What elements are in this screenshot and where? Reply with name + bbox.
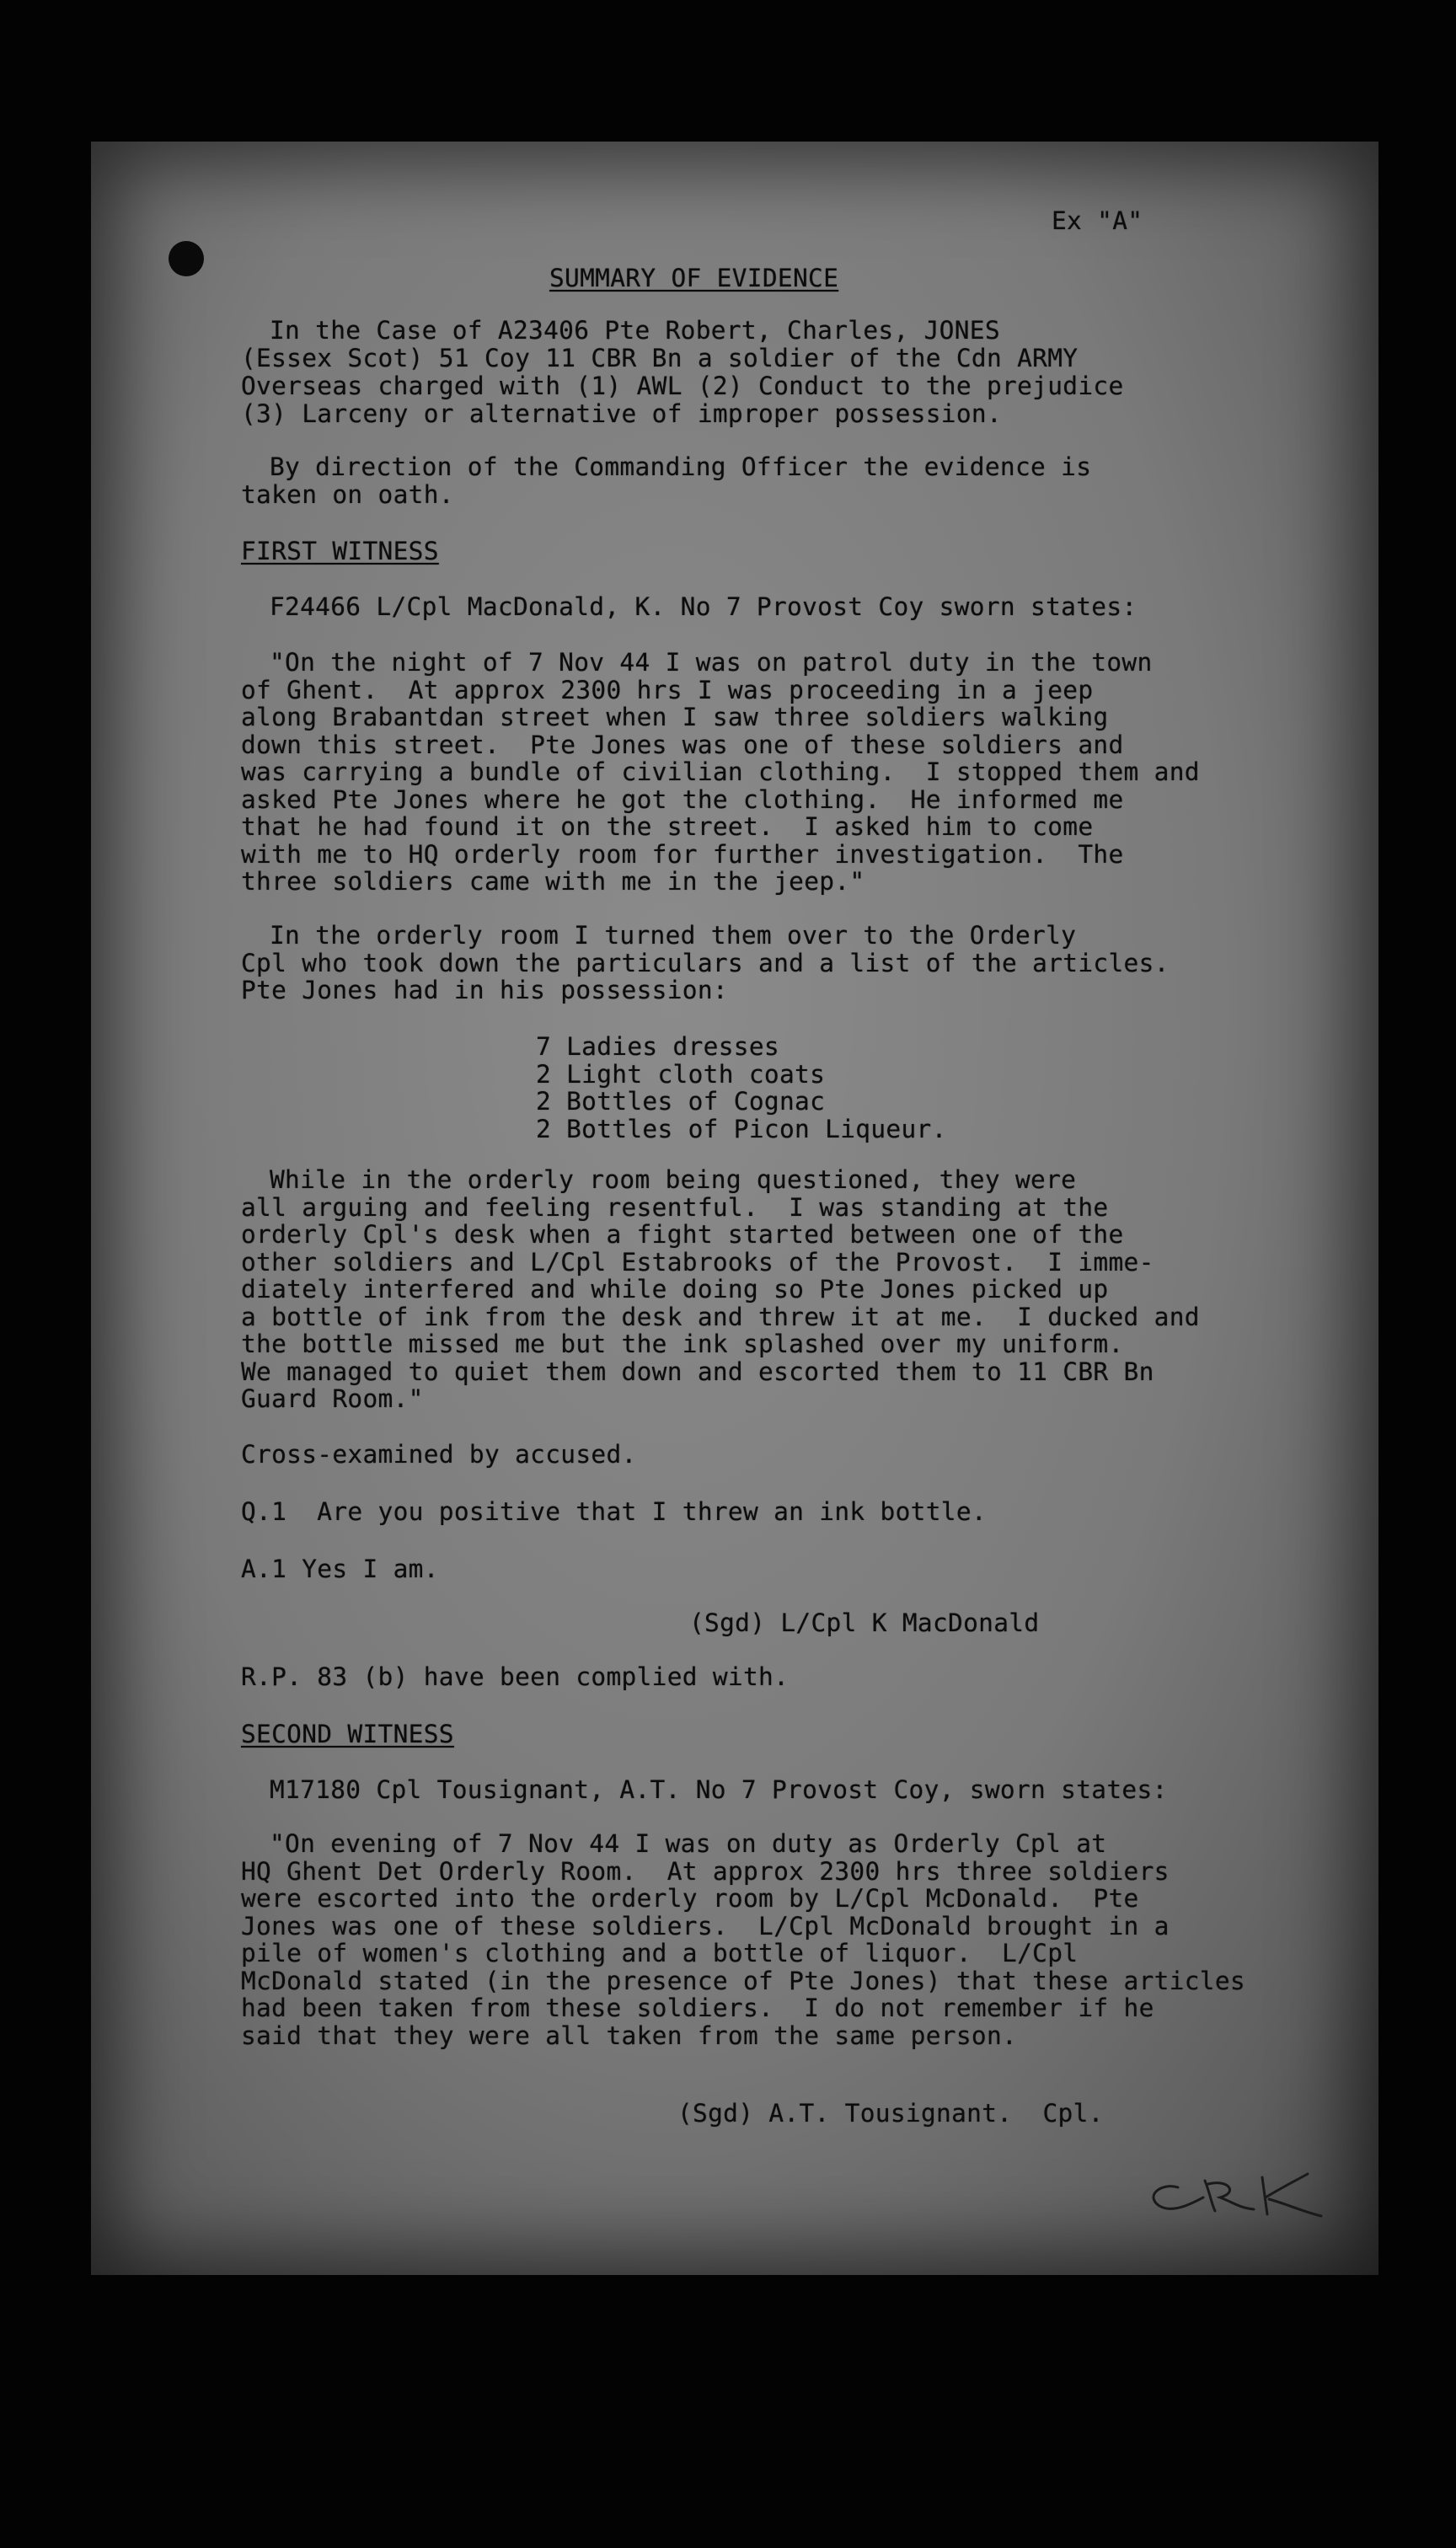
intro-line: In the Case of A23406 Pte Robert, Charles, JONES <box>270 316 1000 345</box>
direction-line: taken on oath. <box>241 480 454 509</box>
incident-line: all arguing and feeling resentful. I was standing at the <box>241 1192 1109 1222</box>
article-item: 2 Bottles of Picon Liqueur. <box>536 1114 947 1143</box>
answer-1: A.1 Yes I am. <box>241 1555 439 1583</box>
incident-line: While in the orderly room being questioned, they were <box>270 1165 1077 1194</box>
question-1: Q.1 Are you positive that I threw an ink bottle. <box>241 1497 987 1526</box>
direction-line: By direction of the Commanding Officer the evidence is <box>270 452 1092 481</box>
statement-line: "On the night of 7 Nov 44 I was on patrol duty in the town <box>270 648 1153 677</box>
orderly-room-line: Pte Jones had in his possession: <box>241 976 728 1004</box>
statement-line: had been taken from these soldiers. I do not remember if he <box>241 1994 1154 2022</box>
first-witness-heading: FIRST WITNESS <box>241 537 439 565</box>
statement-line: asked Pte Jones where he got the clothing. He informed me <box>241 784 1124 814</box>
exhibit-label: Ex "A" <box>1052 206 1143 235</box>
rp-note: R.P. 83 (b) have been complied with. <box>241 1662 790 1691</box>
statement-line: was carrying a bundle of civilian clothing. I stopped them and <box>241 757 1200 786</box>
intro-line: (Essex Scot) 51 Coy 11 CBR Bn a soldier of the Cdn ARMY <box>241 344 1079 372</box>
incident-line: other soldiers and L/Cpl Estabrooks of the Provost. I imme- <box>241 1247 1154 1277</box>
orderly-room-line: Cpl who took down the particulars and a list of the articles. <box>241 948 1170 977</box>
intro-line: (3) Larceny or alternative of improper possession. <box>241 399 1003 428</box>
document-page <box>91 142 1378 2275</box>
handwritten-initials <box>1127 2155 1363 2231</box>
statement-line: HQ Ghent Det Orderly Room. At approx 2300 hrs three soldiers <box>241 1856 1170 1886</box>
statement-line: Jones was one of these soldiers. L/Cpl McDonald brought in a <box>241 1911 1170 1940</box>
second-witness-heading: SECOND WITNESS <box>241 1720 454 1748</box>
punch-hole <box>169 241 204 276</box>
first-witness-signature-line: (Sgd) L/Cpl K MacDonald <box>689 1609 1040 1637</box>
incident-line: a bottle of ink from the desk and threw it at me. I ducked and <box>241 1302 1200 1331</box>
incident-line: diately interfered and while doing so Pte Jones picked up <box>241 1275 1109 1303</box>
first-witness-intro: F24466 L/Cpl MacDonald, K. No 7 Provost Coy sworn states: <box>270 592 1138 621</box>
statement-line: were escorted into the orderly room by L/Cpl McDonald. Pte <box>241 1884 1139 1913</box>
statement-line: that he had found it on the street. I asked him to come <box>241 812 1094 841</box>
statement-line: three soldiers came with me in the jeep." <box>241 867 865 896</box>
statement-line: of Ghent. At approx 2300 hrs I was proceeding in a jeep <box>241 675 1094 704</box>
second-witness-intro: M17180 Cpl Tousignant, A.T. No 7 Provost Coy, sworn states: <box>270 1775 1168 1804</box>
statement-line: McDonald stated (in the presence of Pte Jones) that these articles <box>241 1966 1245 1995</box>
document-title: SUMMARY OF EVIDENCE <box>549 264 839 292</box>
incident-line: Guard Room." <box>241 1384 424 1413</box>
intro-line: Overseas charged with (1) AWL (2) Conduct to the prejudice <box>241 372 1124 400</box>
incident-line: orderly Cpl's desk when a fight started between one of the <box>241 1220 1124 1249</box>
orderly-room-line: In the orderly room I turned them over to the Orderly <box>270 921 1077 950</box>
second-witness-signature-line: (Sgd) A.T. Tousignant. Cpl. <box>677 2099 1104 2128</box>
article-item: 2 Light cloth coats <box>536 1059 826 1089</box>
cross-examined-line: Cross-examined by accused. <box>241 1440 637 1469</box>
statement-line: said that they were all taken from the same person. <box>241 2021 1018 2050</box>
statement-line: with me to HQ orderly room for further investigation. The <box>241 839 1124 869</box>
statement-line: down this street. Pte Jones was one of these soldiers and <box>241 730 1124 759</box>
statement-line: along Brabantdan street when I saw three soldiers walking <box>241 703 1109 731</box>
article-item: 2 Bottles of Cognac <box>536 1087 826 1116</box>
incident-line: We managed to quiet them down and escorted them to 11 CBR Bn <box>241 1357 1154 1386</box>
statement-line: "On evening of 7 Nov 44 I was on duty as Orderly Cpl at <box>270 1829 1107 1858</box>
statement-line: pile of women's clothing and a bottle of liquor. L/Cpl <box>241 1939 1079 1967</box>
incident-line: the bottle missed me but the ink splashed over my uniform. <box>241 1330 1124 1358</box>
article-item: 7 Ladies dresses <box>536 1032 779 1061</box>
